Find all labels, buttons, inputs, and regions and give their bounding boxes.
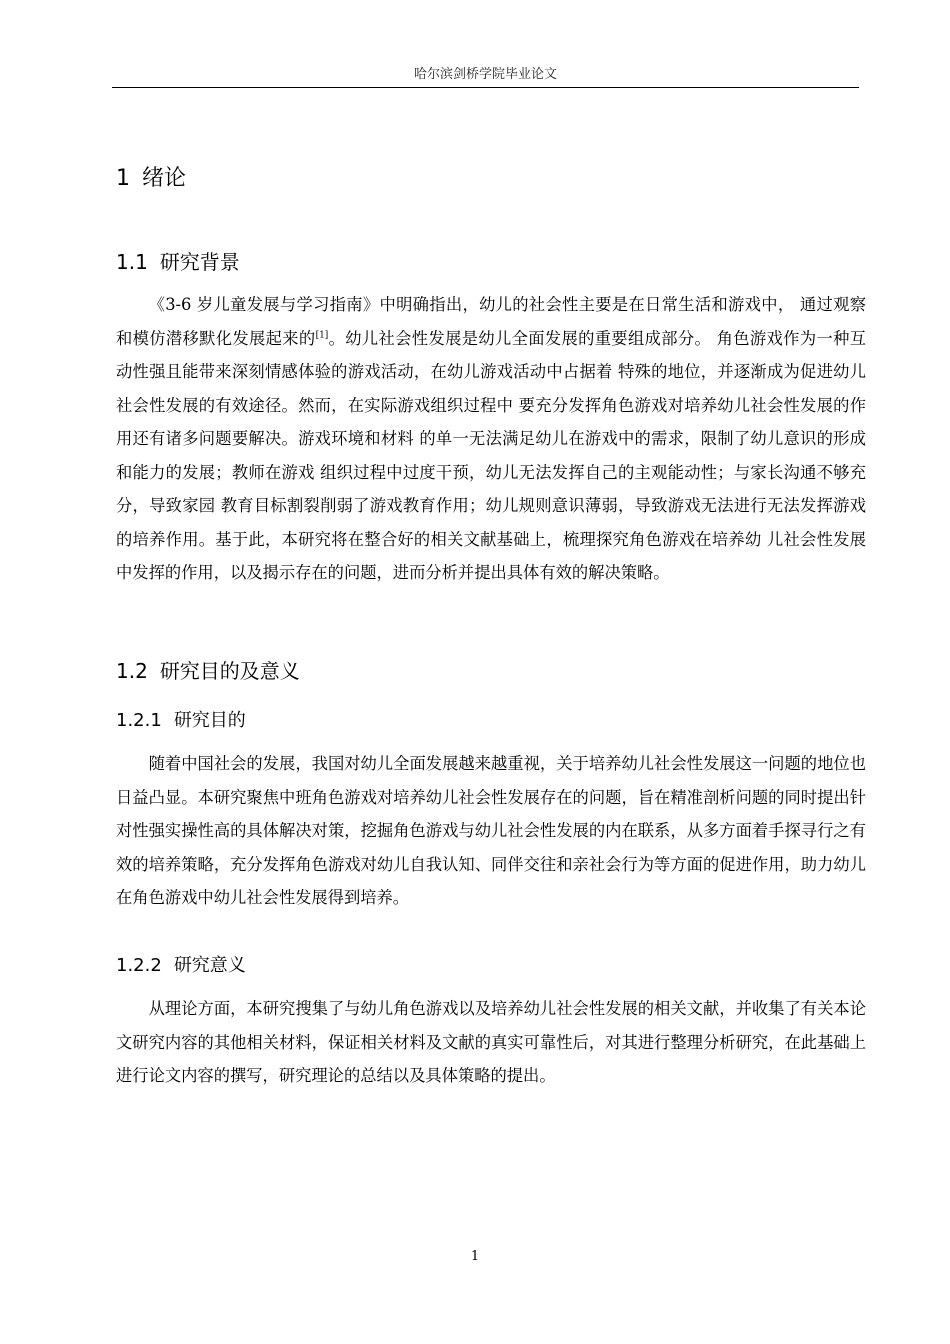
- section-heading-1-1: [116, 248, 240, 276]
- paragraph-background: [116, 288, 866, 590]
- header-rule: [112, 87, 859, 88]
- subsection-heading-1-2-1: [116, 708, 246, 734]
- section-title: 研究背景: [159, 250, 240, 274]
- section-title: 研究目的及意义: [159, 659, 300, 683]
- section-number: 1.2: [116, 659, 148, 683]
- chapter-title: 绪论: [142, 166, 187, 191]
- page-header: 哈尔滨剑桥学院毕业论文: [413, 67, 557, 82]
- subsection-number: 1.2.2: [116, 955, 162, 976]
- chapter-number: 1: [116, 166, 130, 191]
- chapter-heading: [116, 164, 186, 194]
- citation-ref: [1]: [315, 330, 329, 341]
- paragraph-text: 。幼儿社会性发展是幼儿全面发展的重要组成部分。 角色游戏作为一种互动性强且能带来深刻情感体验的游戏活动，在幼儿游戏活动中占据着 特殊的地位，并逐渐成为促进幼儿社会性发展的有效途径。然而，在实际游戏组织过程中 要充分发挥角色游戏对培养幼儿社会性发展的作用还有诸多问题要解决。游戏环境和材料 的单一无法满足幼儿在游戏中的需求，限制了幼儿意识的形成和能力的发展；教师在游戏 组织过程中过度干预，幼儿无法发挥自己的主观能动性；与家长沟通不够充分，导致家园 教育目标割裂削弱了游戏教育作用；幼儿规则意识薄弱，导致游戏无法进行无法发挥游戏 的培养作用。基于此，本研究将在整合好的相关文献基础上，梳理探究角色游戏在培养幼 儿社会性发展中发挥的作用，以及揭示存在的问题，进而分析并提出具体有效的解决策略。: [116, 328, 866, 582]
- paragraph-text: 《3-6 岁儿童发展与学习指南》中明确指出，幼儿的社会性主要是在日常生活和游戏中， 通过观察和模仿潜移默化发展起来的: [116, 295, 866, 348]
- subsection-heading-1-2-2: [116, 953, 246, 979]
- section-number: 1.1: [116, 250, 148, 274]
- paragraph-significance: 从理论方面，本研究搜集了与幼儿角色游戏以及培养幼儿社会性发展的相关文献，并收集了有关本论文研究内容的其他相关材料，保证相关材料及文献的真实可靠性后，对其进行整理分析研究，在此基础上进行论文内容的撰写，研究理论的总结以及具体策略的提出。: [116, 999, 866, 1085]
- page-number: 1: [470, 1249, 480, 1264]
- paragraph-purpose: 随着中国社会的发展，我国对幼儿全面发展越来越重视，关于培养幼儿社会性发展这一问题的地位也日益凸显。本研究聚焦中班角色游戏对培养幼儿社会性发展存在的问题，旨在精准剖析问题的同时提出针对性强实操性高的具体解决对策，挖掘角色游戏与幼儿社会性发展的内在联系，从多方面着手探寻行之有效的培养策略，充分发挥角色游戏对幼儿自我认知、同伴交往和亲社会行为等方面的促进作用，助力幼儿在角色游戏中幼儿社会性发展得到培养。: [116, 754, 866, 907]
- subsection-title: 研究意义: [173, 955, 246, 976]
- subsection-number: 1.2.1: [116, 710, 162, 731]
- section-heading-1-2: [116, 657, 300, 685]
- subsection-title: 研究目的: [173, 710, 246, 731]
